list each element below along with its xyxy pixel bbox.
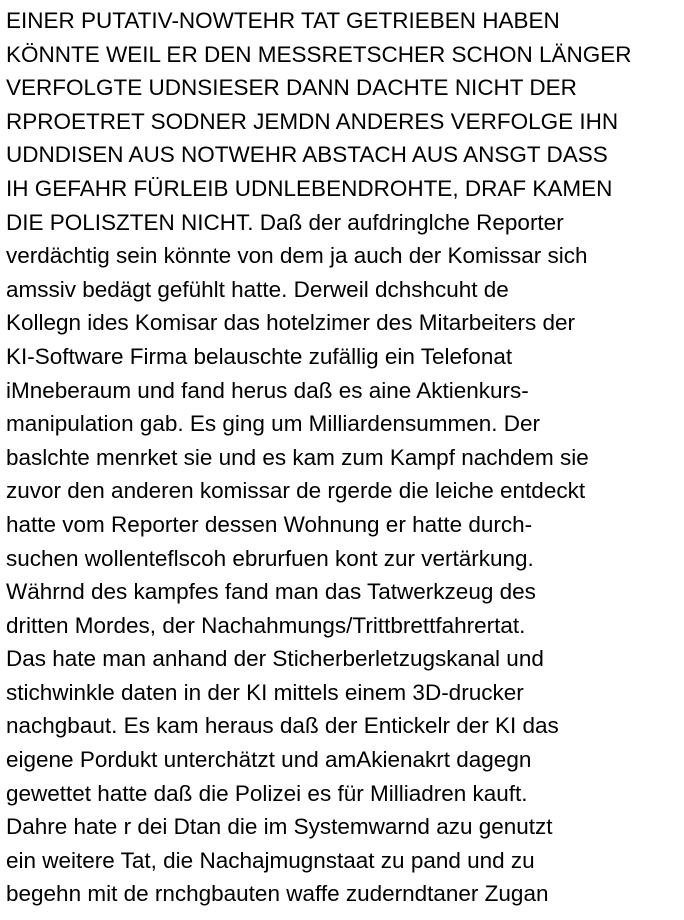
text-line-27: begehn mit de rnchgbauten waffe zuderndtaner Zugan bbox=[6, 881, 549, 907]
text-line-16: hatte vom Reporter dessen Wohnung er hatte durch- bbox=[6, 511, 533, 537]
text-line-8: verdächtig sein könnte von dem ja auch der Komissar sich bbox=[6, 243, 588, 269]
text-line-19: dritten Mordes, der Nachahmungs/Trittbrettfahrertat. bbox=[6, 612, 526, 638]
text-line-3: VERFOLGTE UDNSIESER DANN DACHTE NICHT DER bbox=[6, 75, 577, 101]
text-line-7: DIE POLISZTEN NICHT. Daß der aufdringlche Reporter bbox=[6, 209, 564, 235]
text-line-5: UDNDISEN AUS NOTWEHR ABSTACH AUS ANSGT DASS bbox=[6, 142, 608, 168]
text-line-14: baslchte menrket sie und es kam zum Kampf nachdem sie bbox=[6, 444, 589, 470]
text-line-20: Das hate man anhand der Sticherberletzugskanal und bbox=[6, 646, 544, 672]
text-line-25: Dahre hate r dei Dtan die im Systemwarnd azu genutzt bbox=[6, 814, 553, 840]
text-line-15: zuvor den anderen komissar de rgerde die leiche entdeckt bbox=[6, 478, 586, 504]
text-line-17: suchen wollenteflscoh ebrurfuen kont zur vertärkung. bbox=[6, 545, 534, 571]
text-line-26: ein weitere Tat, die Nachajmugnstaat zu pand und zu bbox=[6, 847, 535, 873]
text-line-18: Währnd des kampfes fand man das Tatwerkzeug des bbox=[6, 579, 536, 605]
text-line-21: stichwinkle daten in der KI mittels einem 3D-drucker bbox=[6, 679, 524, 705]
text-line-13: manipulation gab. Es ging um Milliardensummen. Der bbox=[6, 411, 541, 437]
text-line-6: IH GEFAHR FÜRLEIB UDNLEBENDROHTE, DRAF KAMEN bbox=[6, 175, 613, 201]
text-line-12: iMneberaum und fand herus daß es aine Aktienkurs- bbox=[6, 377, 529, 403]
text-line-4: RPROETRET SODNER JEMDN ANDERES VERFOLGE IHN bbox=[6, 108, 619, 134]
text-line-10: Kollegn ides Komisar das hotelzimer des Mitarbeiters der bbox=[6, 310, 576, 336]
text-line-24: gewettet hatte daß die Polizei es für Milliadren kauft. bbox=[6, 780, 528, 806]
text-line-23: eigene Pordukt unterchätzt und amAkienakrt dagegn bbox=[6, 747, 532, 773]
text-line-2: KÖNNTE WEIL ER DEN MESSRETSCHER SCHON LÄNGER bbox=[6, 41, 632, 67]
text-line-22: nachgbaut. Es kam heraus daß der Entickelr der KI das bbox=[6, 713, 559, 739]
text-line-1: EINER PUTATIV-NOWTEHR TAT GETRIEBEN HABEN bbox=[6, 8, 560, 33]
text-line-11: KI-Software Firma belauschte zufällig ein Telefonat bbox=[6, 343, 513, 369]
text-line-9: amssiv bedägt gefühlt hatte. Derweil dchshcuht de bbox=[6, 276, 509, 302]
